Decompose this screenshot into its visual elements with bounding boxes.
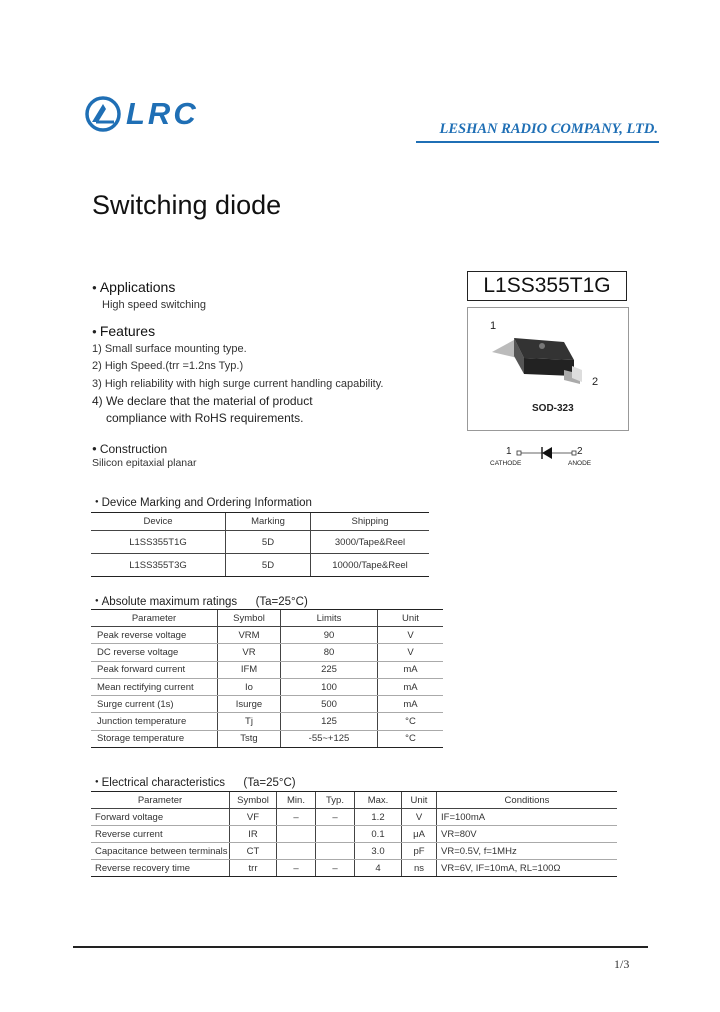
table-cell: VR=80V: [437, 826, 618, 843]
sod323-package-icon: [484, 330, 599, 390]
table-cell: VRM: [218, 627, 281, 644]
cathode-pin-number: 1: [506, 446, 512, 457]
abs-max-condition: (Ta=25°C): [255, 596, 308, 608]
table-row: [91, 730, 443, 747]
table-cell: VR=6V, IF=10mA, RL=100Ω: [437, 860, 618, 877]
table-cell: Surge current (1s): [91, 696, 218, 713]
table-cell: Mean rectifying current: [91, 678, 218, 695]
header-divider: [416, 141, 659, 143]
table-cell: CT: [230, 843, 277, 860]
bullet-icon: ●: [95, 498, 99, 505]
table-cell: 5D: [226, 554, 311, 577]
table-cell: °C: [378, 713, 444, 730]
feature-item: compliance with RoHS requirements.: [106, 411, 304, 425]
table-row: [91, 644, 443, 661]
table-header: Marking: [226, 513, 311, 531]
table-cell: trr: [230, 860, 277, 877]
diode-symbol: [486, 444, 606, 474]
table-cell: Reverse current: [91, 826, 230, 843]
features-heading: ● Features: [92, 323, 156, 339]
bullet-icon: ●: [95, 778, 99, 785]
table-cell: IR: [230, 826, 277, 843]
table-cell: V: [378, 627, 444, 644]
table-header: Min.: [277, 792, 316, 809]
table-cell: VF: [230, 809, 277, 826]
table-cell: Io: [218, 678, 281, 695]
table-header: Symbol: [218, 610, 281, 627]
table-cell: Capacitance between terminals: [91, 843, 230, 860]
table-cell: [316, 826, 355, 843]
cathode-label: CATHODE: [490, 460, 522, 467]
pin-2-label: 2: [592, 376, 599, 388]
table-header: Unit: [378, 610, 444, 627]
table-cell: °C: [378, 730, 444, 747]
table-header: Symbol: [230, 792, 277, 809]
table-cell: ns: [402, 860, 437, 877]
anode-pin-number: 2: [577, 446, 583, 457]
ordering-table: [91, 512, 429, 577]
table-cell: V: [402, 809, 437, 826]
table-row: [91, 860, 617, 877]
table-cell: IF=100mA: [437, 809, 618, 826]
lrc-swoosh-icon: [84, 95, 122, 133]
table-header: Unit: [402, 792, 437, 809]
table-row: [91, 661, 443, 678]
table-cell: -55~+125: [281, 730, 378, 747]
package-name: SOD-323: [532, 403, 574, 414]
table-cell: L1SS355T3G: [91, 554, 226, 577]
table-cell: Storage temperature: [91, 730, 218, 747]
table-cell: [277, 826, 316, 843]
table-cell: –: [316, 809, 355, 826]
table-header: Parameter: [91, 792, 230, 809]
table-row: [91, 843, 617, 860]
table-row: [91, 554, 429, 577]
diode-icon: [516, 446, 578, 460]
table-cell: Junction temperature: [91, 713, 218, 730]
table-cell: 125: [281, 713, 378, 730]
table-row: [91, 713, 443, 730]
table-row: [91, 678, 443, 695]
table-row: [91, 531, 429, 554]
table-cell: 100: [281, 678, 378, 695]
table-cell: –: [277, 809, 316, 826]
table-row: [91, 627, 443, 644]
table-cell: 3.0: [355, 843, 402, 860]
table-cell: Peak reverse voltage: [91, 627, 218, 644]
table-cell: V: [378, 644, 444, 661]
company-name: LESHAN RADIO COMPANY, LTD.: [439, 121, 658, 137]
table-cell: [316, 843, 355, 860]
table-cell: mA: [378, 696, 444, 713]
table-header: Typ.: [316, 792, 355, 809]
table-cell: 5D: [226, 531, 311, 554]
bullet-icon: ●: [95, 597, 99, 604]
table-header-row: [91, 610, 443, 627]
table-cell: Tstg: [218, 730, 281, 747]
bullet-icon: ●: [92, 444, 97, 454]
logo-text: LRC: [126, 96, 199, 131]
table-cell: 0.1: [355, 826, 402, 843]
table-cell: 80: [281, 644, 378, 661]
table-cell: μA: [402, 826, 437, 843]
abs-max-heading: ● Absolute maximum ratings (Ta=25°C): [95, 596, 308, 608]
table-cell: pF: [402, 843, 437, 860]
table-cell: L1SS355T1G: [91, 531, 226, 554]
table-row: [91, 809, 617, 826]
table-header: Shipping: [311, 513, 430, 531]
page-title: Switching diode: [92, 190, 282, 220]
abs-max-table: [91, 609, 443, 748]
table-header: Max.: [355, 792, 402, 809]
package-image: [467, 307, 629, 431]
feature-item: 4) We declare that the material of product: [92, 394, 313, 408]
table-cell: [277, 843, 316, 860]
electrical-heading: ● Electrical characteristics (Ta=25°C): [95, 777, 296, 789]
table-cell: DC reverse voltage: [91, 644, 218, 661]
table-header: Parameter: [91, 610, 218, 627]
table-cell: 1.2: [355, 809, 402, 826]
construction-text: Silicon epitaxial planar: [92, 457, 197, 469]
bullet-icon: ●: [92, 283, 97, 293]
feature-item: 1) Small surface mounting type.: [92, 343, 247, 355]
table-cell: 225: [281, 661, 378, 678]
table-cell: IFM: [218, 661, 281, 678]
feature-item: 2) High Speed.(trr =1.2ns Typ.): [92, 360, 244, 372]
table-cell: 3000/Tape&Reel: [311, 531, 430, 554]
table-row: [91, 826, 617, 843]
electrical-table: [91, 791, 617, 877]
table-header-row: [91, 513, 429, 531]
table-row: [91, 696, 443, 713]
table-cell: –: [316, 860, 355, 877]
table-cell: –: [277, 860, 316, 877]
anode-label: ANODE: [568, 460, 592, 467]
table-cell: 4: [355, 860, 402, 877]
table-cell: Forward voltage: [91, 809, 230, 826]
table-cell: VR: [218, 644, 281, 661]
table-cell: mA: [378, 661, 444, 678]
electrical-condition: (Ta=25°C): [243, 777, 296, 789]
pin-1-label: 1: [490, 320, 497, 332]
table-cell: Tj: [218, 713, 281, 730]
table-cell: 90: [281, 627, 378, 644]
table-header: Limits: [281, 610, 378, 627]
construction-heading: ● Construction: [92, 442, 168, 456]
table-header: Device: [91, 513, 226, 531]
table-cell: Isurge: [218, 696, 281, 713]
table-cell: Peak forward current: [91, 661, 218, 678]
table-cell: Reverse recovery time: [91, 860, 230, 877]
applications-heading: ● Applications: [92, 279, 176, 295]
table-cell: 500: [281, 696, 378, 713]
footer-divider: [73, 946, 648, 948]
part-number: L1SS355T1G: [467, 271, 627, 301]
table-header: Conditions: [437, 792, 618, 809]
table-cell: VR=0.5V, f=1MHz: [437, 843, 618, 860]
page-number: 1/3: [614, 957, 630, 971]
feature-item: 3) High reliability with high surge current handling capability.: [92, 378, 384, 390]
company-logo: [84, 95, 199, 133]
bullet-icon: ●: [92, 327, 97, 337]
table-cell: 10000/Tape&Reel: [311, 554, 430, 577]
table-header-row: [91, 792, 617, 809]
application-item: High speed switching: [102, 299, 206, 311]
ordering-heading: ● Device Marking and Ordering Information: [95, 497, 312, 509]
table-cell: mA: [378, 678, 444, 695]
